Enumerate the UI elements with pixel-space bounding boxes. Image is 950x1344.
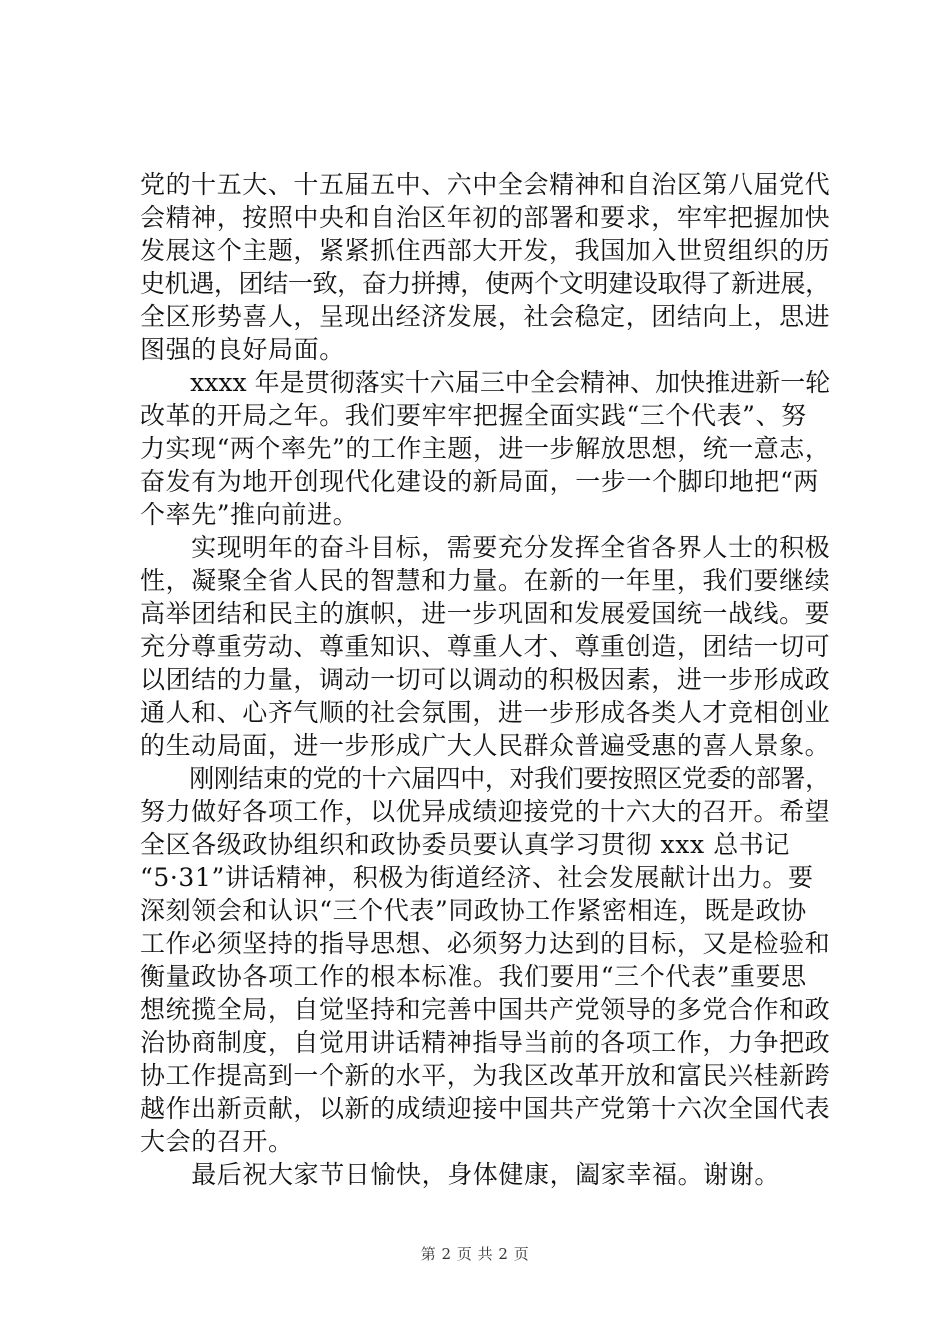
text-line: 想统揽全局，自觉坚持和完善中国共产党领导的多党合作和政 (140, 995, 831, 1024)
text-line: 刚刚结束的党的十六届四中，对我们要按照区党委的部署， (140, 764, 830, 793)
text-line: 深刻领会和认识“三个代表”同政协工作紧密相连，既是政协 (140, 896, 807, 925)
text-line: 党的十五大、十五届五中、六中全会精神和自治区第八届党代 (140, 170, 831, 199)
text-line: 发展这个主题，紧紧抓住西部大开发，我国加入世贸组织的历 (140, 236, 831, 265)
text-line: 全区各级政协组织和政协委员要认真学习贯彻 xxx 总书记 (140, 830, 790, 859)
text-line: 奋发有为地开创现代化建设的新局面，一步一个脚印地把“两 (140, 467, 819, 496)
text-line: xxxx 年是贯彻落实十六届三中全会精神、加快推进新一轮 (140, 368, 831, 397)
text-line: 力实现“两个率先”的工作主题，进一步解放思想，统一意志， (140, 434, 831, 463)
text-line: 努力做好各项工作，以优异成绩迎接党的十六大的召开。希望 (140, 797, 831, 826)
text-line: 工作必须坚持的指导思想、必须努力达到的目标，又是检验和 (140, 929, 831, 958)
page-number-footer: 第 2 页 共 2 页 (420, 1245, 530, 1263)
text-line: 大会的召开。 (140, 1127, 294, 1156)
text-line: 高举团结和民主的旗帜，进一步巩固和发展爱国统一战线。要 (140, 599, 831, 628)
document-body (140, 168, 830, 1191)
text-line: 越作出新贡献，以新的成绩迎接中国共产党第十六次全国代表 (140, 1094, 831, 1123)
text-line: 充分尊重劳动、尊重知识、尊重人才、尊重创造，团结一切可 (140, 632, 831, 661)
text-line: 性，凝聚全省人民的智慧和力量。在新的一年里，我们要继续 (140, 566, 831, 595)
text-line: 个率先”推向前进。 (140, 500, 359, 529)
text-line: 史机遇，团结一致，奋力拼搏，使两个文明建设取得了新进展， (140, 269, 830, 298)
text-line: 会精神，按照中央和自治区年初的部署和要求，牢牢把握加快 (140, 203, 831, 232)
text-line: 治协商制度，自觉用讲话精神指导当前的各项工作，力争把政 (140, 1028, 831, 1057)
text-line: 通人和、心齐气顺的社会氛围，进一步形成各类人才竞相创业 (140, 698, 831, 727)
text-line: 改革的开局之年。我们要牢牢把握全面实践“三个代表”、努 (140, 401, 807, 430)
text-line: 最后祝大家节日愉快，身体健康，阖家幸福。谢谢。 (140, 1160, 781, 1189)
text-line: 实现明年的奋斗目标，需要充分发挥全省各界人士的积极 (140, 533, 831, 562)
text-line: 的生动局面，进一步形成广大人民群众普遍受惠的喜人景象。 (140, 731, 831, 760)
text-line: 图强的良好局面。 (140, 335, 345, 364)
text-line: 协工作提高到一个新的水平，为我区改革开放和富民兴桂新跨 (140, 1061, 831, 1090)
text-line: 衡量政协各项工作的根本标准。我们要用“三个代表”重要思 (140, 962, 807, 991)
text-line: 全区形势喜人，呈现出经济发展，社会稳定，团结向上，思进 (140, 302, 831, 331)
text-line: 以团结的力量，调动一切可以调动的积极因素，进一步形成政 (140, 665, 831, 694)
text-line: “5·31”讲话精神，积极为街道经济、社会发展献计出力。要 (140, 863, 814, 892)
